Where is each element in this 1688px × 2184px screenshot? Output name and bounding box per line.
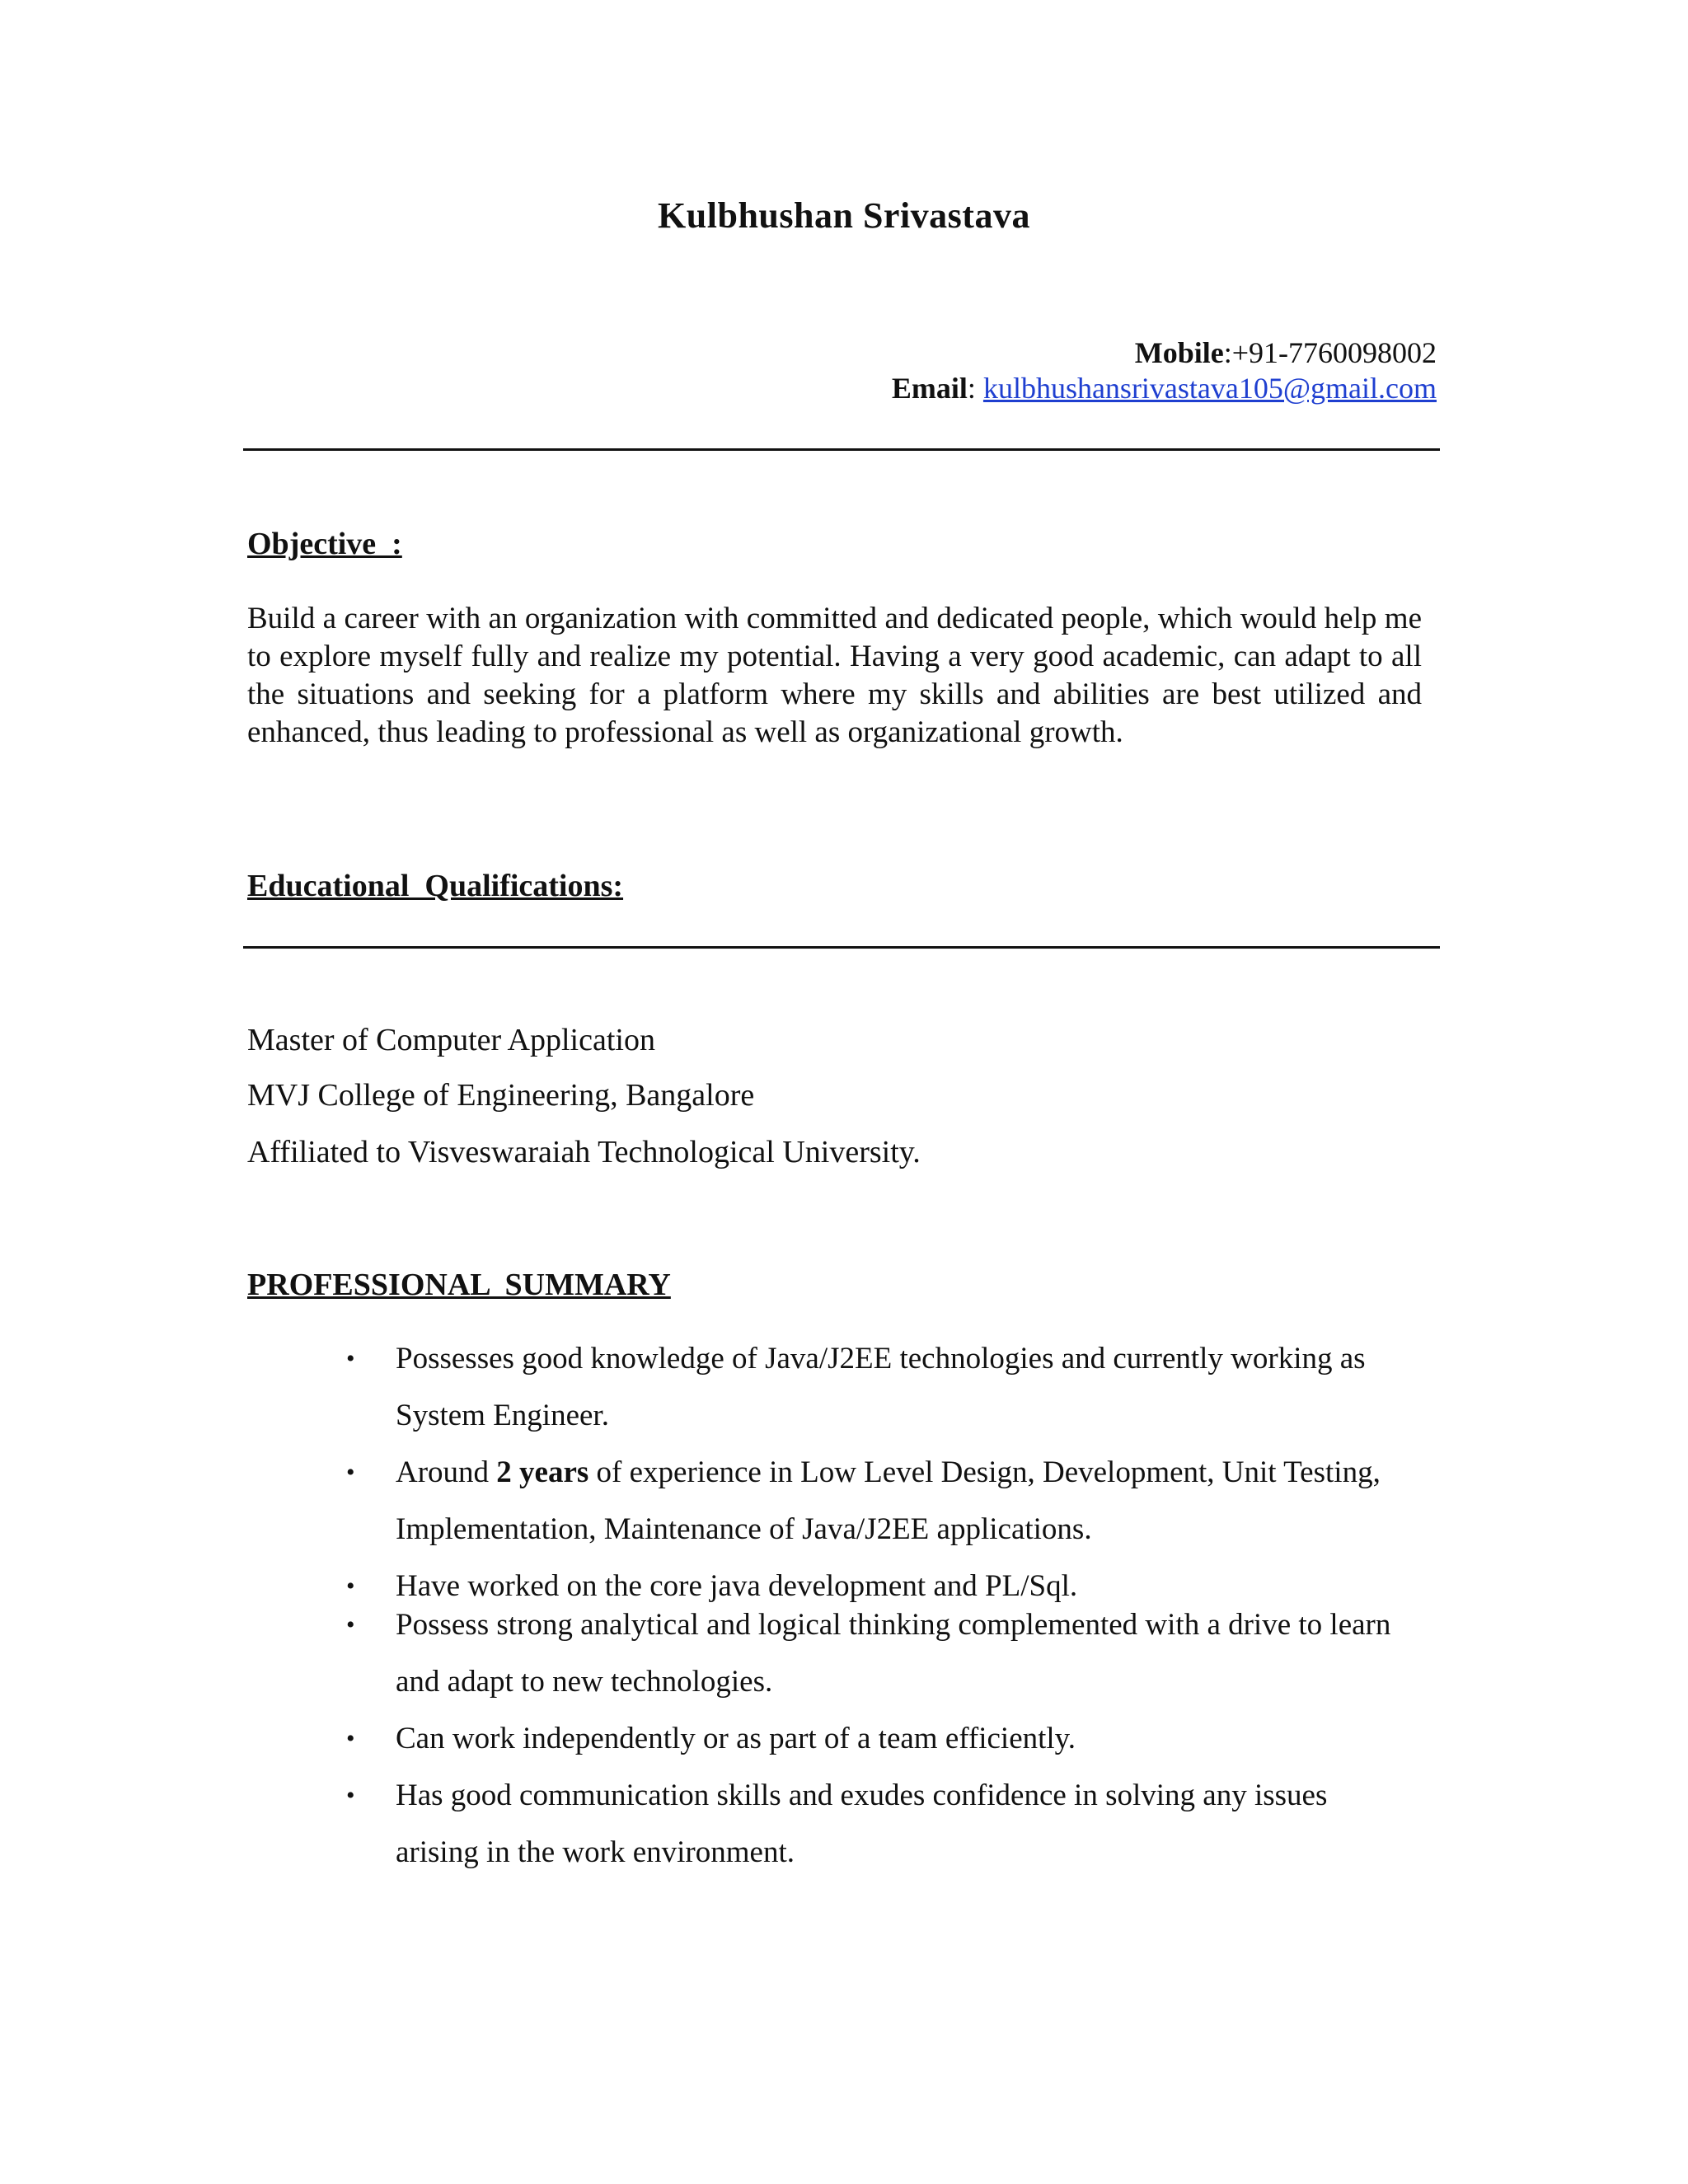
email-link[interactable]: kulbhushansrivastava105@gmail.com: [982, 372, 1437, 405]
education-university: Affiliated to Visveswaraiah Technological University.: [247, 1135, 921, 1169]
list-item-text-post: of experience in Low Level Design, Development, Unit Testing, Implementation, Maintenance of Java/J2EE applications.: [396, 1455, 1381, 1546]
email-label: Email: [891, 372, 968, 405]
list-item: [346, 1767, 1405, 1881]
objective-heading: Objective :: [247, 527, 402, 561]
education-college: MVJ College of Engineering, Bangalore: [247, 1078, 755, 1113]
list-item: [346, 1330, 1405, 1444]
bullet-icon: •: [346, 1572, 355, 1600]
mobile-line: [695, 335, 1437, 370]
mobile-number: :+91-7760098002: [1223, 336, 1437, 369]
list-item-text: Can work independently or as part of a team efficiently.: [396, 1722, 1076, 1755]
list-item: [346, 1710, 1405, 1767]
experience-years: 2 years: [496, 1455, 589, 1489]
list-item-text: Possess strong analytical and logical thinking complemented with a drive to learn and adapt to new technologies.: [396, 1608, 1391, 1699]
bullet-icon: •: [346, 1611, 355, 1638]
bullet-icon: •: [346, 1345, 355, 1372]
objective-text: Build a career with an organization with committed and dedicated people, which would help me to explore myself fully and realize my potential. Having a very good academic, can adapt to all the situations and seeking for a platform where my skills and abilities are best utilized and enhanced, thus leading to professional as well as organizational growth.: [247, 602, 1422, 749]
header-divider: [243, 448, 1440, 451]
list-item-text: Has good communication skills and exudes confidence in solving any issues arising in the work environment.: [396, 1779, 1328, 1869]
list-item: [346, 1444, 1405, 1558]
mobile-label: Mobile: [1134, 336, 1224, 369]
professional-summary-list: [346, 1330, 1405, 1881]
professional-summary-heading: PROFESSIONAL SUMMARY: [247, 1268, 671, 1302]
candidate-name: Kulbhushan Srivastava: [658, 195, 1030, 236]
email-line: [695, 371, 1437, 405]
list-item-text: Have worked on the core java development and PL/Sql.: [396, 1569, 1078, 1603]
list-item: [346, 1596, 1405, 1710]
education-degree: Master of Computer Application: [247, 1023, 655, 1057]
list-item-text-pre: Around: [396, 1455, 497, 1489]
education-divider: [243, 946, 1440, 949]
bullet-icon: •: [346, 1725, 355, 1752]
list-item-text: Possesses good knowledge of Java/J2EE technologies and currently working as System Engineer.: [396, 1342, 1366, 1432]
email-separator: :: [967, 372, 983, 405]
bullet-icon: •: [346, 1459, 355, 1486]
bullet-icon: •: [346, 1782, 355, 1809]
education-heading: Educational Qualifications:: [247, 869, 624, 903]
